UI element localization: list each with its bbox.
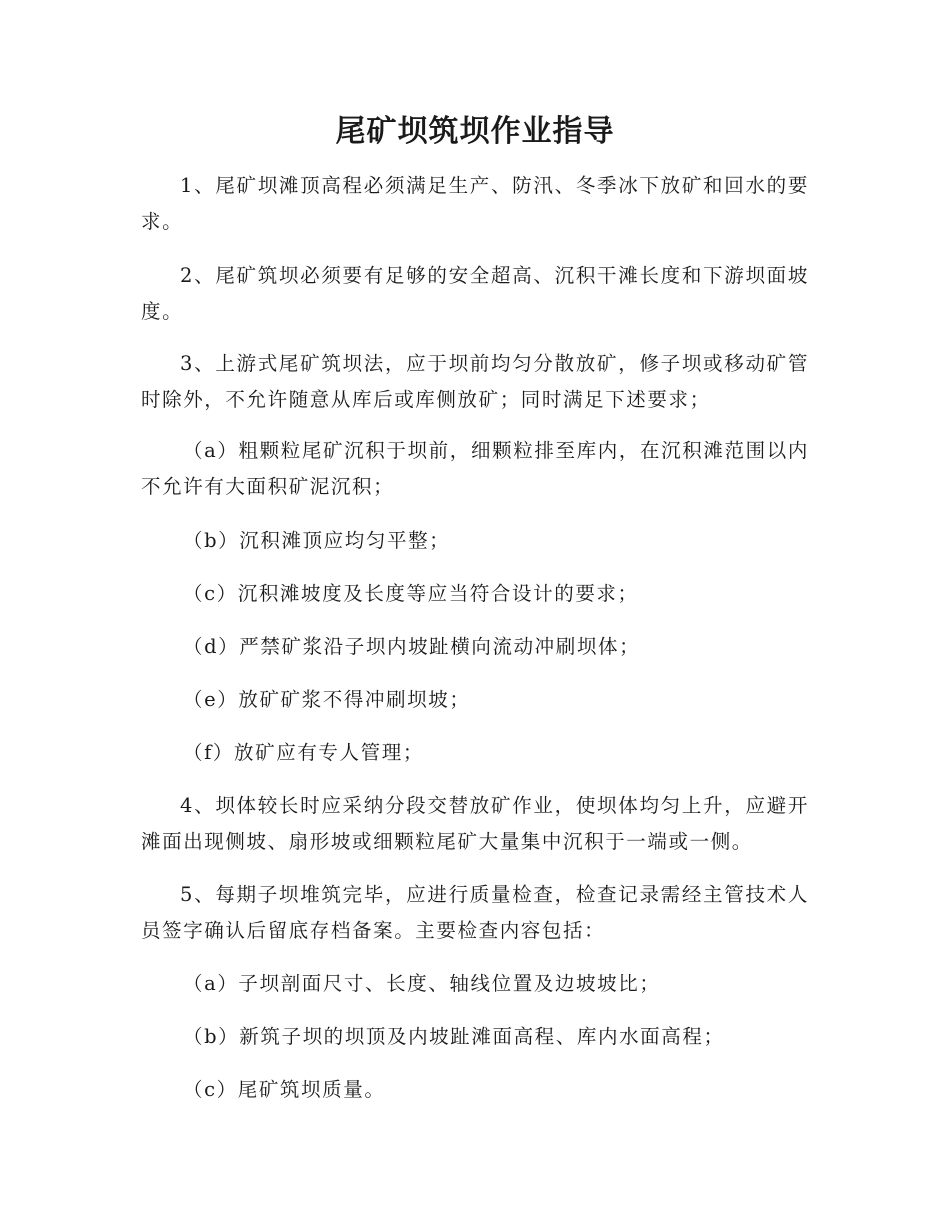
paragraph-5: 5、每期子坝堆筑完毕，应进行质量检查，检查记录需经主管技术人员签字确认后留底存档备案。主要检查内容包括： <box>141 883 809 942</box>
paragraph-3f: （f）放矿应有专人管理； <box>183 741 424 764</box>
paragraph-5c: （c）尾矿筑坝质量。 <box>183 1078 386 1101</box>
paragraph-1: 1、尾矿坝滩顶高程必须满足生产、防汛、冬季冰下放矿和回水的要求。 <box>141 174 809 233</box>
paragraph-2: 2、尾矿筑坝必须要有足够的安全超高、沉积干滩长度和下游坝面坡度。 <box>141 264 809 323</box>
document-title: 尾矿坝筑坝作业指导 <box>335 114 615 149</box>
paragraph-3a: （a）粗颗粒尾矿沉积于坝前，细颗粒排至库内，在沉积滩范围以内不允许有大面积矿泥沉积； <box>141 439 809 498</box>
paragraph-3b: （b）沉积滩顶应均匀平整； <box>183 529 451 552</box>
paragraph-3: 3、上游式尾矿筑坝法，应于坝前均匀分散放矿，修子坝或移动矿管时除外，不允许随意从库后或库侧放矿；同时满足下述要求； <box>141 352 809 411</box>
paragraph-5b: （b）新筑子坝的坝顶及内坡趾滩面高程、库内水面高程； <box>183 1025 725 1048</box>
paragraph-3d: （d）严禁矿浆沿子坝内坡趾横向流动冲刷坝体； <box>183 635 641 658</box>
paragraph-3c: （c）沉积滩坡度及长度等应当符合设计的要求； <box>183 582 639 605</box>
paragraph-5a: （a）子坝剖面尺寸、长度、轴线位置及边坡坡比； <box>183 972 661 995</box>
paragraph-3e: （e）放矿矿浆不得冲刷坝坡； <box>183 688 471 711</box>
paragraph-4: 4、坝体较长时应采纳分段交替放矿作业，使坝体均匀上升，应避开滩面出现侧坡、扇形坡或细颗粒尾矿大量集中沉积于一端或一侧。 <box>141 794 809 853</box>
